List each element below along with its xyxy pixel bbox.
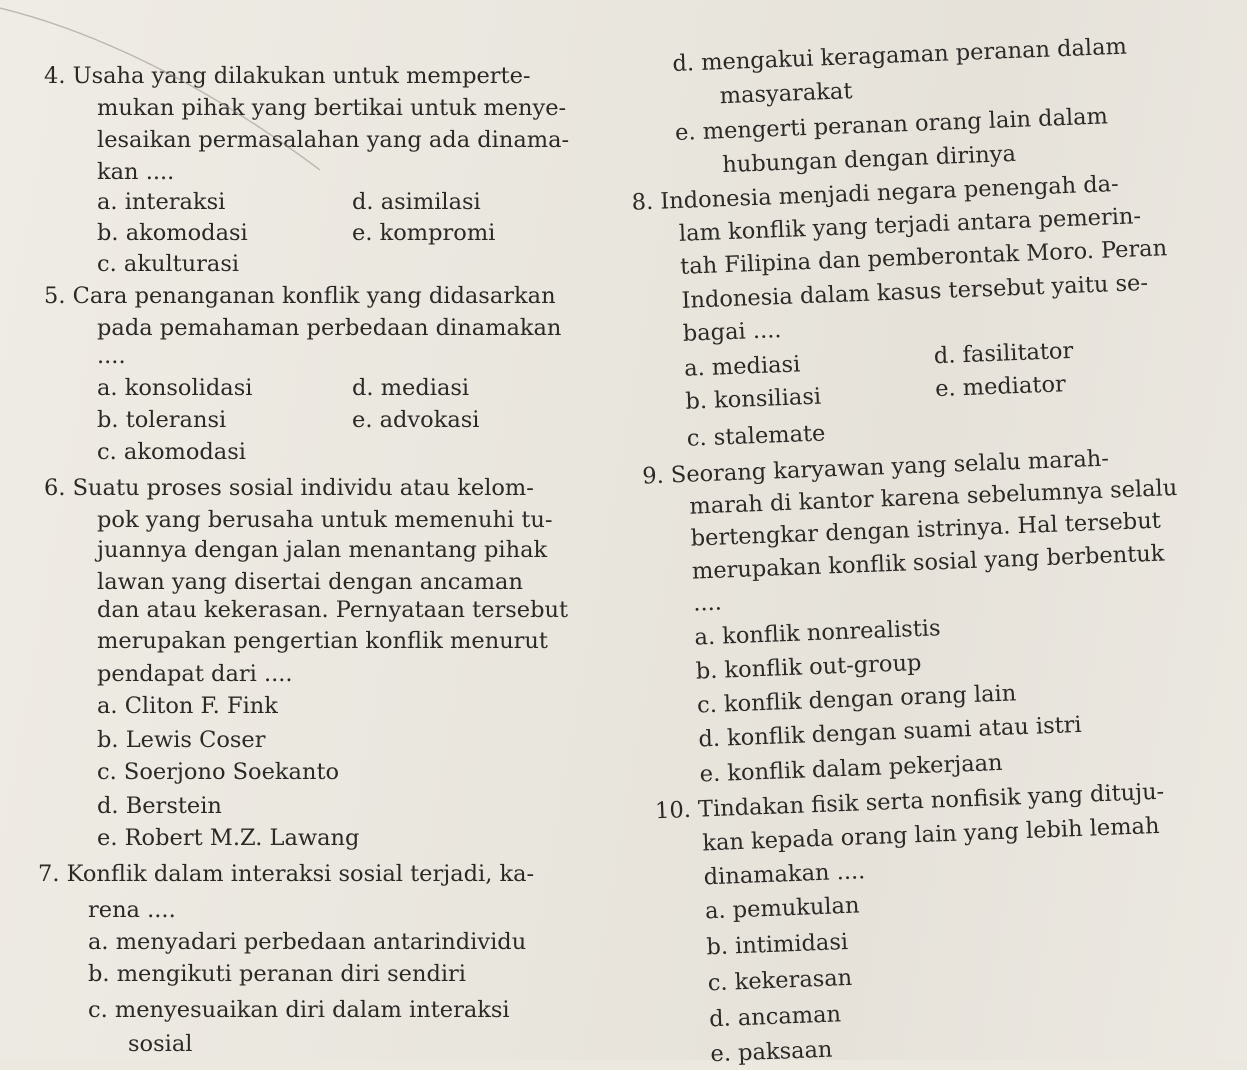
q7-option-d-cont: masyarakat: [719, 78, 853, 110]
q5-line-1: 5. Cara penanganan konflik yang didasarkan: [44, 283, 556, 309]
q10-option-e[interactable]: e. paksaan: [710, 1036, 833, 1068]
q4-option-b[interactable]: b. akomodasi: [97, 220, 248, 246]
q7-option-d[interactable]: d. mengakui keragaman peranan dalam: [671, 33, 1128, 78]
q10-option-c[interactable]: c. kekerasan: [707, 964, 853, 997]
q9-option-e[interactable]: e. konflik dalam pekerjaan: [699, 749, 1003, 788]
q9-line-4: merupakan konflik sosial yang berbentuk: [691, 540, 1165, 585]
q8-line-3: tah Filipina dan pemberontak Moro. Peran: [679, 235, 1168, 280]
q4-line-1: 4. Usaha yang dilakukan untuk memperte-: [44, 63, 531, 89]
q6-option-e[interactable]: e. Robert M.Z. Lawang: [97, 825, 360, 851]
q7-option-a[interactable]: a. menyadari perbedaan antarindividu: [88, 929, 527, 955]
q6-line-2: pok yang berusaha untuk memenuhi tu-: [97, 507, 553, 533]
q6-line-6: merupakan pengertian konflik menurut: [97, 628, 548, 654]
q9-line-1: 9. Seorang karyawan yang selalu marah-: [641, 445, 1110, 490]
q4-line-3: lesaikan permasalahan yang ada dinama-: [97, 127, 570, 153]
q6-line-3: juannya dengan jalan menantang pihak: [97, 537, 548, 563]
q4-line-2: mukan pihak yang bertikai untuk menye-: [97, 95, 567, 121]
q5-option-a[interactable]: a. konsolidasi: [97, 375, 253, 401]
q6-option-d[interactable]: d. Berstein: [97, 793, 222, 819]
q9-option-d[interactable]: d. konflik dengan suami atau istri: [697, 711, 1083, 753]
q4-option-c[interactable]: c. akulturasi: [97, 251, 240, 277]
q7-option-c-cont: sosial: [128, 1031, 193, 1057]
q4-option-e[interactable]: e. kompromi: [352, 220, 496, 246]
q5-option-c[interactable]: c. akomodasi: [97, 439, 246, 465]
q10-line-3: dinamakan ....: [703, 858, 866, 891]
q4-line-4: kan ....: [97, 159, 175, 185]
q8-line-5: bagai ....: [682, 317, 782, 347]
q8-option-e[interactable]: e. mediator: [934, 371, 1067, 403]
q8-line-1: 8. Indonesia menjadi negara penengah da-: [631, 171, 1120, 216]
q9-line-5: ....: [692, 589, 723, 617]
q8-option-c[interactable]: c. stalemate: [686, 420, 826, 452]
q9-option-b[interactable]: b. konflik out-group: [695, 649, 922, 685]
q5-option-e[interactable]: e. advokasi: [352, 407, 480, 433]
q8-line-2: lam konflik yang terjadi antara pemerin-: [678, 203, 1142, 247]
q9-line-3: bertengkar dengan istrinya. Hal tersebut: [690, 507, 1162, 552]
q10-line-1: 10. Tindakan fisik serta nonfisik yang dituju-: [654, 778, 1165, 825]
q4-option-d[interactable]: d. asimilasi: [352, 189, 481, 215]
q6-line-1: 6. Suatu proses sosial individu atau kelom-: [44, 475, 534, 501]
q7-line-1: 7. Konflik dalam interaksi sosial terjadi, ka-: [38, 861, 535, 887]
q7-option-c[interactable]: c. menyesuaikan diri dalam interaksi: [88, 997, 510, 1023]
q7-option-e-cont: hubungan dengan dirinya: [721, 140, 1017, 179]
q6-line-7: pendapat dari ....: [97, 661, 293, 687]
q6-option-b[interactable]: b. Lewis Coser: [97, 727, 266, 753]
q8-option-b[interactable]: b. konsiliasi: [684, 383, 822, 415]
q5-option-d[interactable]: d. mediasi: [352, 375, 470, 401]
q10-option-a[interactable]: a. pemukulan: [704, 892, 860, 925]
q8-option-d[interactable]: d. fasilitator: [933, 337, 1074, 370]
q8-line-4: Indonesia dalam kasus tersebut yaitu se-: [681, 269, 1149, 314]
q7-option-b[interactable]: b. mengikuti peranan diri sendiri: [88, 961, 467, 987]
q7-option-e[interactable]: e. mengerti peranan orang lain dalam: [674, 103, 1109, 146]
q5-option-b[interactable]: b. toleransi: [97, 407, 227, 433]
q9-option-a[interactable]: a. konflik nonrealistis: [694, 615, 941, 651]
q5-line-3: ....: [97, 343, 126, 369]
q6-line-5: dan atau kekerasan. Pernyataan tersebut: [97, 597, 569, 623]
q4-option-a[interactable]: a. interaksi: [97, 189, 226, 215]
q10-line-2: kan kepada orang lain yang lebih lemah: [701, 812, 1160, 857]
q6-line-4: lawan yang disertai dengan ancaman: [97, 569, 523, 595]
q5-line-2: pada pemahaman perbedaan dinamakan: [97, 315, 562, 341]
q9-option-c[interactable]: c. konflik dengan orang lain: [696, 680, 1017, 719]
q6-option-a[interactable]: a. Cliton F. Fink: [97, 693, 278, 719]
q10-option-b[interactable]: b. intimidasi: [705, 928, 849, 961]
q8-option-a[interactable]: a. mediasi: [683, 351, 801, 382]
q7-line-2: rena ....: [88, 897, 176, 923]
q9-line-2: marah di kantor karena sebelumnya selalu: [689, 474, 1178, 520]
q6-option-c[interactable]: c. Soerjono Soekanto: [97, 759, 340, 785]
q10-option-d[interactable]: d. ancaman: [708, 1001, 842, 1033]
